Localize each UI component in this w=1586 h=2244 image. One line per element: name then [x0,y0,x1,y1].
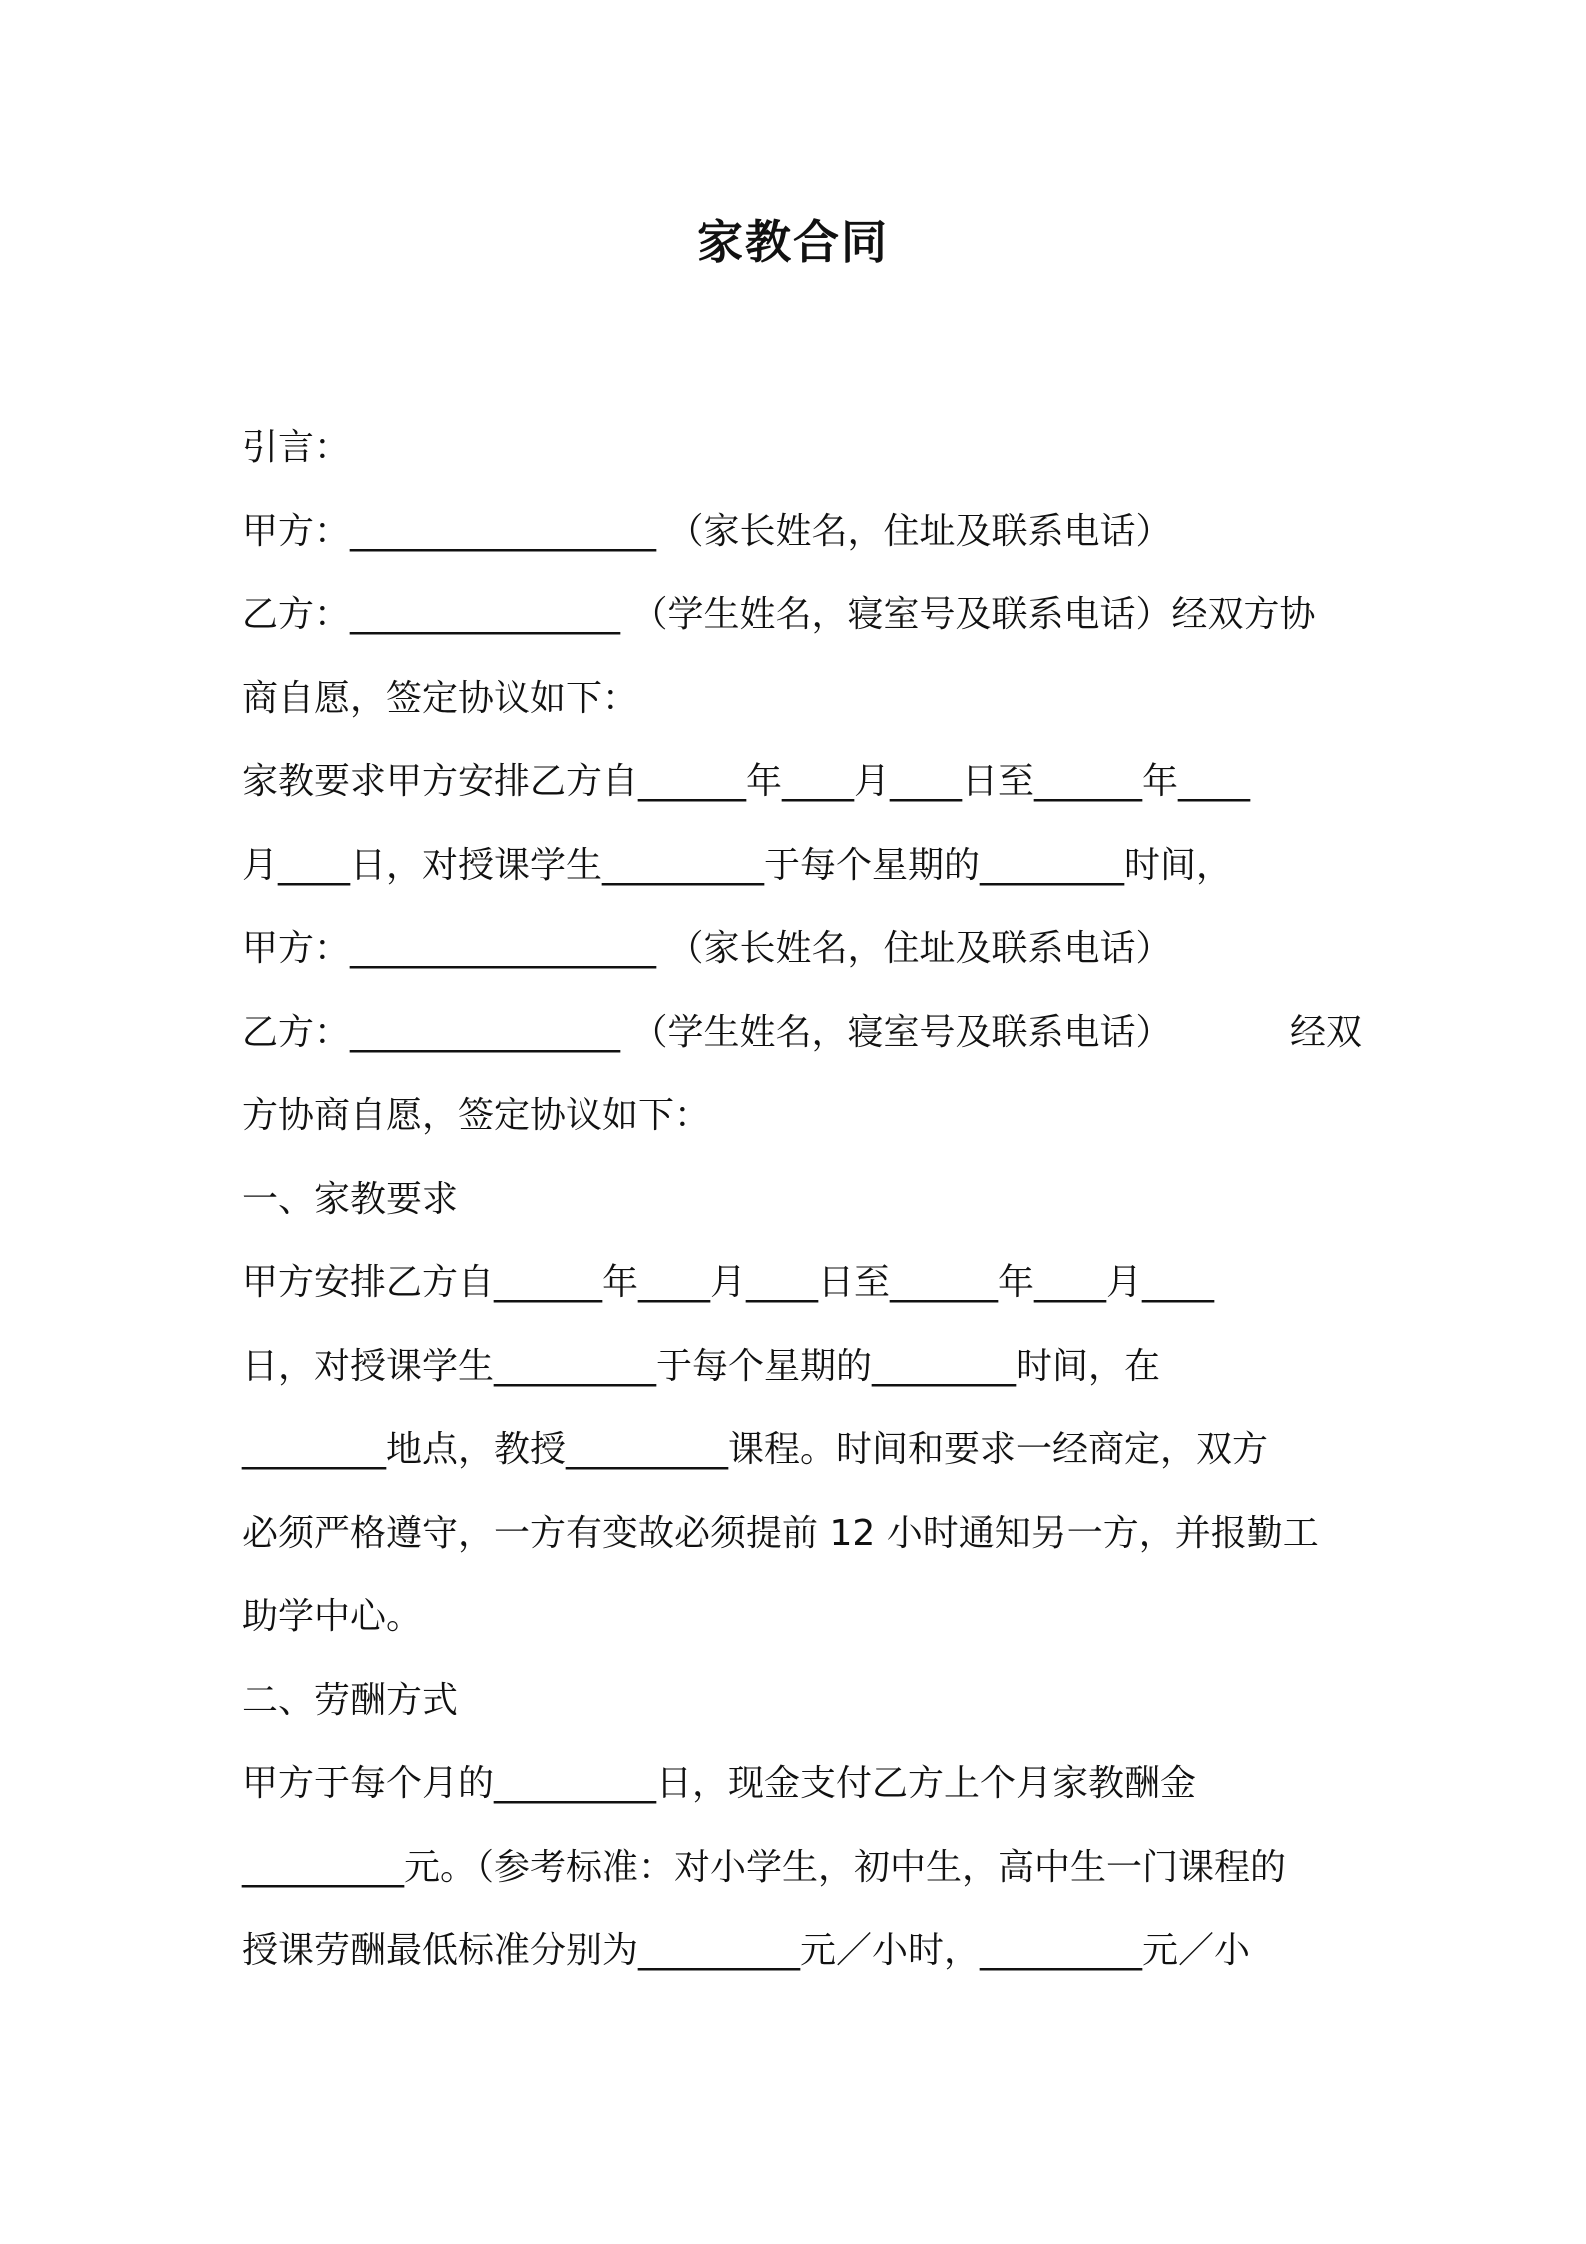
section-1-line-5: 助学中心。 [242,1596,423,1637]
paragraph-party-b: 乙方：_______________ （学生姓名，寝室号及联系电话）经双方协 [242,594,1316,635]
section-heading-1: 一、家教要求 [242,1178,459,1220]
paragraph-intro: 引言： [242,427,351,468]
document-title: 家教合同 [697,215,889,269]
section-1-line-1: 甲方安排乙方自______年____月____日至______年____月____ [242,1262,1215,1303]
paragraph-tutoring-request-cont: 月____日，对授课学生_________于每个星期的________时间， [242,844,1233,886]
paragraph-party-b-repeat-tail: 经双 [1289,1011,1362,1053]
paragraph-party-a-repeat: 甲方：_________________ （家长姓名，住址及联系电话） [242,928,1172,969]
document-body [242,406,1362,1993]
paragraph-party-a: 甲方：_________________ （家长姓名，住址及联系电话） [242,510,1172,552]
section-heading-2: 二、劳酬方式 [242,1679,459,1721]
section-2-line-1: 甲方于每个月的_________日，现金支付乙方上个月家教酬金 [242,1763,1197,1804]
section-1-line-4: 必须严格遵守，一方有变故必须提前 12 小时通知另一方，并报勤工 [242,1512,1319,1554]
paragraph-party-b-repeat-text: 乙方：_______________ （学生姓名，寝室号及联系电话） [242,1011,1172,1053]
section-1-line-3: ________地点，教授_________课程。时间和要求一经商定，双方 [242,1429,1269,1470]
section-1-line-2: 日，对授课学生_________于每个星期的________时间，在 [242,1345,1161,1387]
paragraph-agreement-repeat: 方协商自愿，签定协议如下： [242,1095,711,1136]
section-2-line-3: 授课劳酬最低标准分别为_________元／小时，_________元／小 [242,1930,1251,1971]
paragraph-agreement: 商自愿，签定协议如下： [242,677,639,719]
paragraph-party-b-repeat [242,991,1362,1075]
paragraph-tutoring-request: 家教要求甲方安排乙方自______年____月____日至______年____ [242,761,1251,802]
section-2-line-2: _________元。（参考标准：对小学生，初中生，高中生一门课程的 [242,1846,1287,1888]
